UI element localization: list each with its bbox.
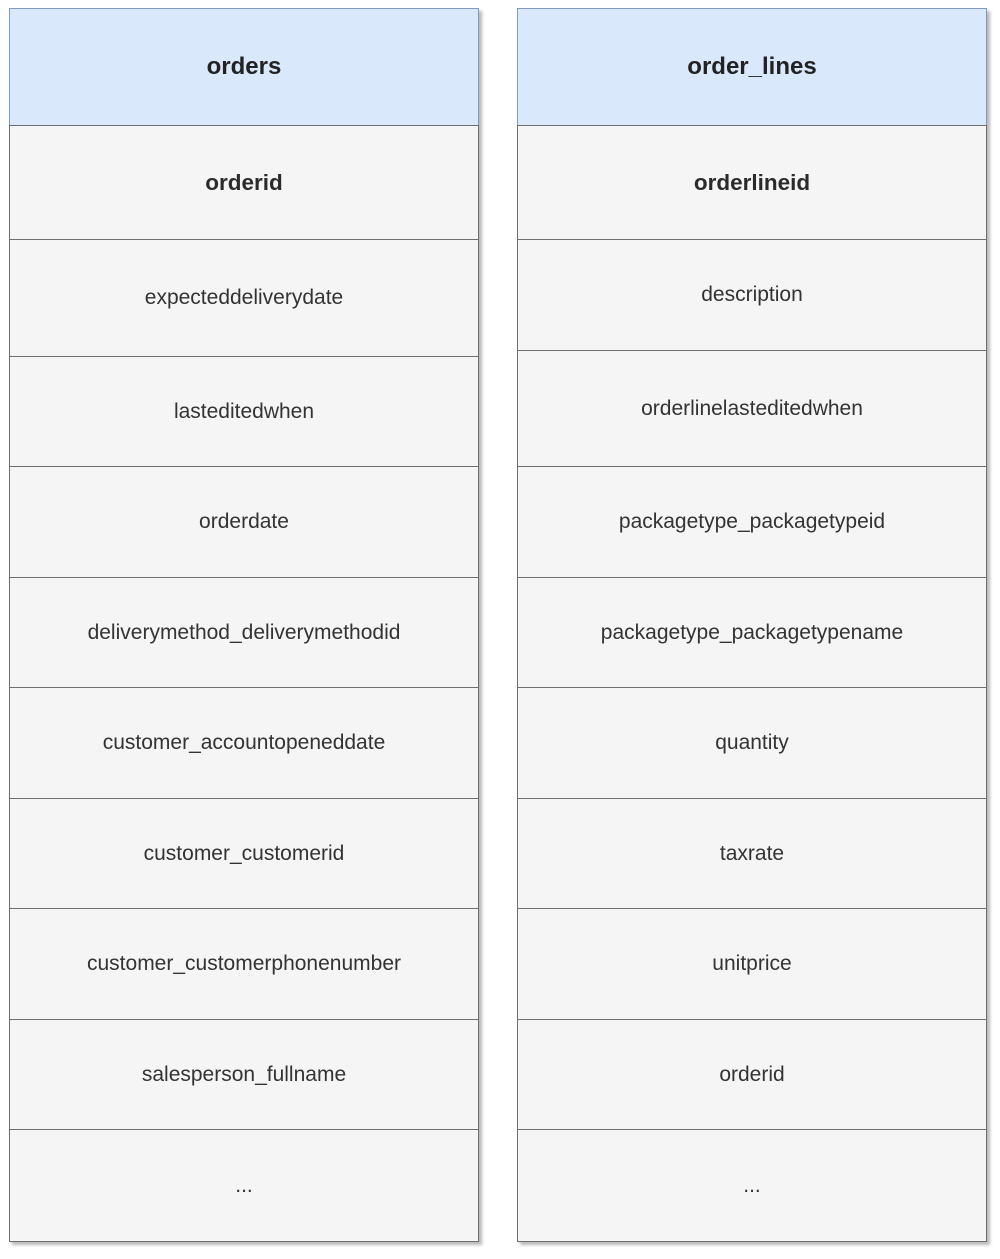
primary-key-field: orderlineid — [517, 125, 987, 241]
field-row: packagetype_packagetypename — [517, 577, 987, 689]
field-row: description — [517, 239, 987, 351]
field-row: taxrate — [517, 798, 987, 910]
table-header-order-lines: order_lines — [517, 8, 987, 126]
field-row: salesperson_fullname — [9, 1019, 479, 1131]
order-lines-table — [517, 8, 987, 1242]
table-header-orders: orders — [9, 8, 479, 126]
ellipsis-row: ... — [517, 1129, 987, 1242]
primary-key-field: orderid — [9, 125, 479, 241]
field-row: lasteditedwhen — [9, 356, 479, 468]
field-row: orderdate — [9, 466, 479, 578]
field-row: orderid — [517, 1019, 987, 1131]
ellipsis-row: ... — [9, 1129, 479, 1242]
field-row: deliverymethod_deliverymethodid — [9, 577, 479, 689]
field-row: unitprice — [517, 908, 987, 1020]
field-row: expecteddeliverydate — [9, 239, 479, 357]
field-row: customer_accountopeneddate — [9, 687, 479, 799]
field-row: packagetype_packagetypeid — [517, 466, 987, 578]
field-row: quantity — [517, 687, 987, 799]
field-row: customer_customerphonenumber — [9, 908, 479, 1020]
field-row: orderlinelasteditedwhen — [517, 350, 987, 468]
orders-table — [9, 8, 479, 1242]
field-row: customer_customerid — [9, 798, 479, 910]
